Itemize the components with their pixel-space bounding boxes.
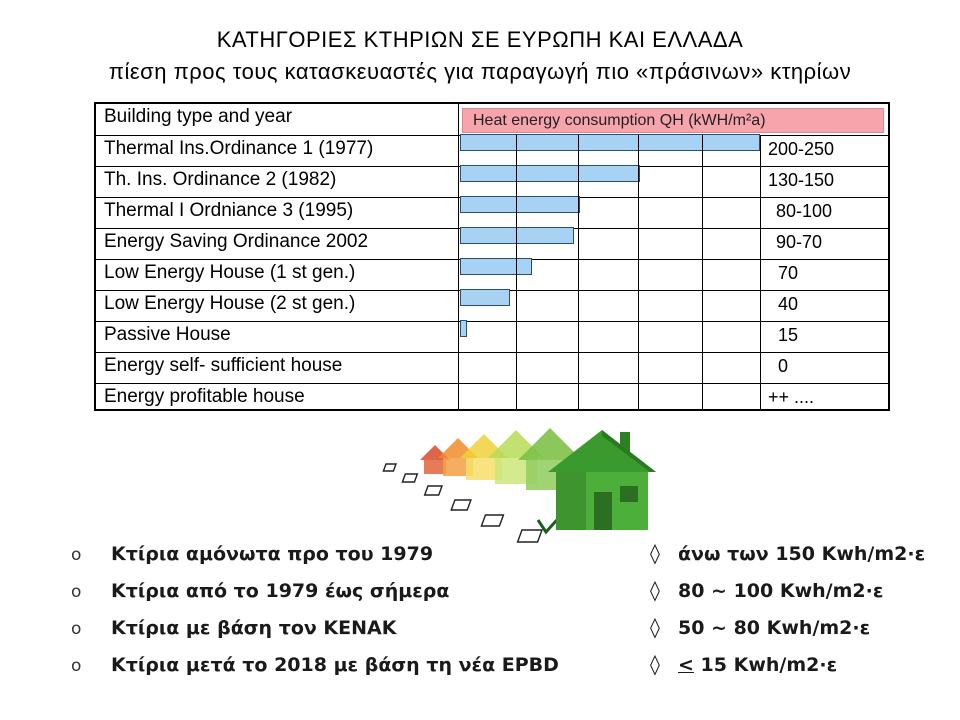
building-type-label: Low Energy House (1 st gen.) [104, 262, 356, 283]
grid-line [638, 135, 639, 409]
grid-line [458, 104, 459, 409]
bullet-label: Κτίρια με βάση τον ΚΕΝΑΚ [111, 617, 397, 639]
consumption-bar [460, 320, 467, 337]
building-type-label: Thermal I Ordniance 3 (1995) [104, 200, 354, 221]
grid-line [578, 135, 579, 409]
grid-line [702, 135, 703, 409]
table-row [96, 259, 888, 290]
building-type-label: Low Energy House (2 st gen.) [104, 293, 356, 314]
table-row [96, 197, 888, 228]
consumption-bar [460, 289, 510, 306]
building-type-label: Energy Saving Ordinance 2002 [104, 231, 369, 252]
bullet-label: Κτίρια από το 1979 έως σήμερα [111, 580, 450, 602]
slide-subtitle: πίεση προς τους κατασκευαστές για παραγωγή πιο «πράσινων» κτηρίων [108, 59, 852, 84]
table-header-row [96, 104, 888, 135]
table-row [96, 166, 888, 197]
consumption-range-label: 70 [778, 263, 799, 283]
bullet-item [0, 652, 960, 682]
slide-title: ΚΑΤΗΓΟΡΙΕΣ ΚΤΗΡΙΩΝ ΣΕ ΕΥΡΩΠΗ ΚΑΙ ΕΛΛΑΔΑ [216, 27, 744, 52]
table-row [96, 290, 888, 321]
grid-line [516, 135, 517, 409]
consumption-range-label: 15 [778, 325, 799, 345]
table-row [96, 352, 888, 383]
diamond-icon: ◊ [650, 578, 660, 602]
consumption-bar [460, 134, 760, 151]
consumption-bar [460, 165, 640, 182]
building-type-label: Energy profitable house [104, 386, 305, 407]
table-row [96, 135, 888, 166]
consumption-range-label: 200-250 [768, 139, 835, 159]
bullet-label: Κτίρια αμόνωτα προ του 1979 [111, 543, 434, 565]
consumption-bar [460, 227, 574, 244]
column-header-building-type: Building type and year [104, 106, 293, 127]
consumption-range-label: 80-100 [776, 201, 833, 221]
building-type-label: Th. Ins. Ordinance 2 (1982) [104, 169, 337, 190]
grid-line [760, 135, 761, 409]
diamond-icon: ◊ [650, 615, 660, 639]
less-than-or-equal-sign: < [678, 654, 694, 676]
consumption-range-label: 0 [778, 356, 789, 376]
diamond-icon: ◊ [650, 541, 660, 565]
energy-consumption-table [94, 102, 890, 411]
bullet-item [0, 578, 960, 608]
bullet-marker: o [71, 656, 82, 676]
bullet-value-text: 15 Kwh/m2·ε [693, 654, 838, 676]
consumption-range-label: 90-70 [776, 232, 823, 252]
consumption-range-label: 130-150 [768, 170, 835, 190]
diamond-icon: ◊ [650, 652, 660, 676]
table-row [96, 383, 888, 414]
bullet-marker: o [71, 619, 82, 639]
table-row [96, 228, 888, 259]
building-type-label: Thermal Ins.Ordinance 1 (1977) [104, 138, 374, 159]
building-type-label: Passive House [104, 324, 231, 345]
bullet-value: άνω των 150 Kwh/m2·ε [678, 543, 926, 565]
consumption-range-label: ++ .... [768, 387, 815, 407]
bullet-label: Κτίρια μετά το 2018 με βάση τη νέα EPBD [111, 654, 559, 676]
consumption-bar [460, 258, 532, 275]
building-type-label: Energy self- sufficient house [104, 355, 343, 376]
bullet-value: 50 ~ 80 Kwh/m2·ε [678, 617, 871, 639]
table-row [96, 321, 888, 352]
consumption-bar [460, 196, 580, 213]
consumption-range-label: 40 [778, 294, 799, 314]
energy-class-houses-illustration [380, 420, 670, 548]
bar-column-header: Heat energy consumption QH (kWH/m²a) [462, 108, 884, 133]
bullet-value: 80 ~ 100 Kwh/m2·ε [678, 580, 884, 602]
bullet-item [0, 615, 960, 645]
bullet-marker: o [71, 545, 82, 565]
bullet-item [0, 541, 960, 571]
bullet-value [678, 654, 837, 676]
bullet-marker: o [71, 582, 82, 602]
